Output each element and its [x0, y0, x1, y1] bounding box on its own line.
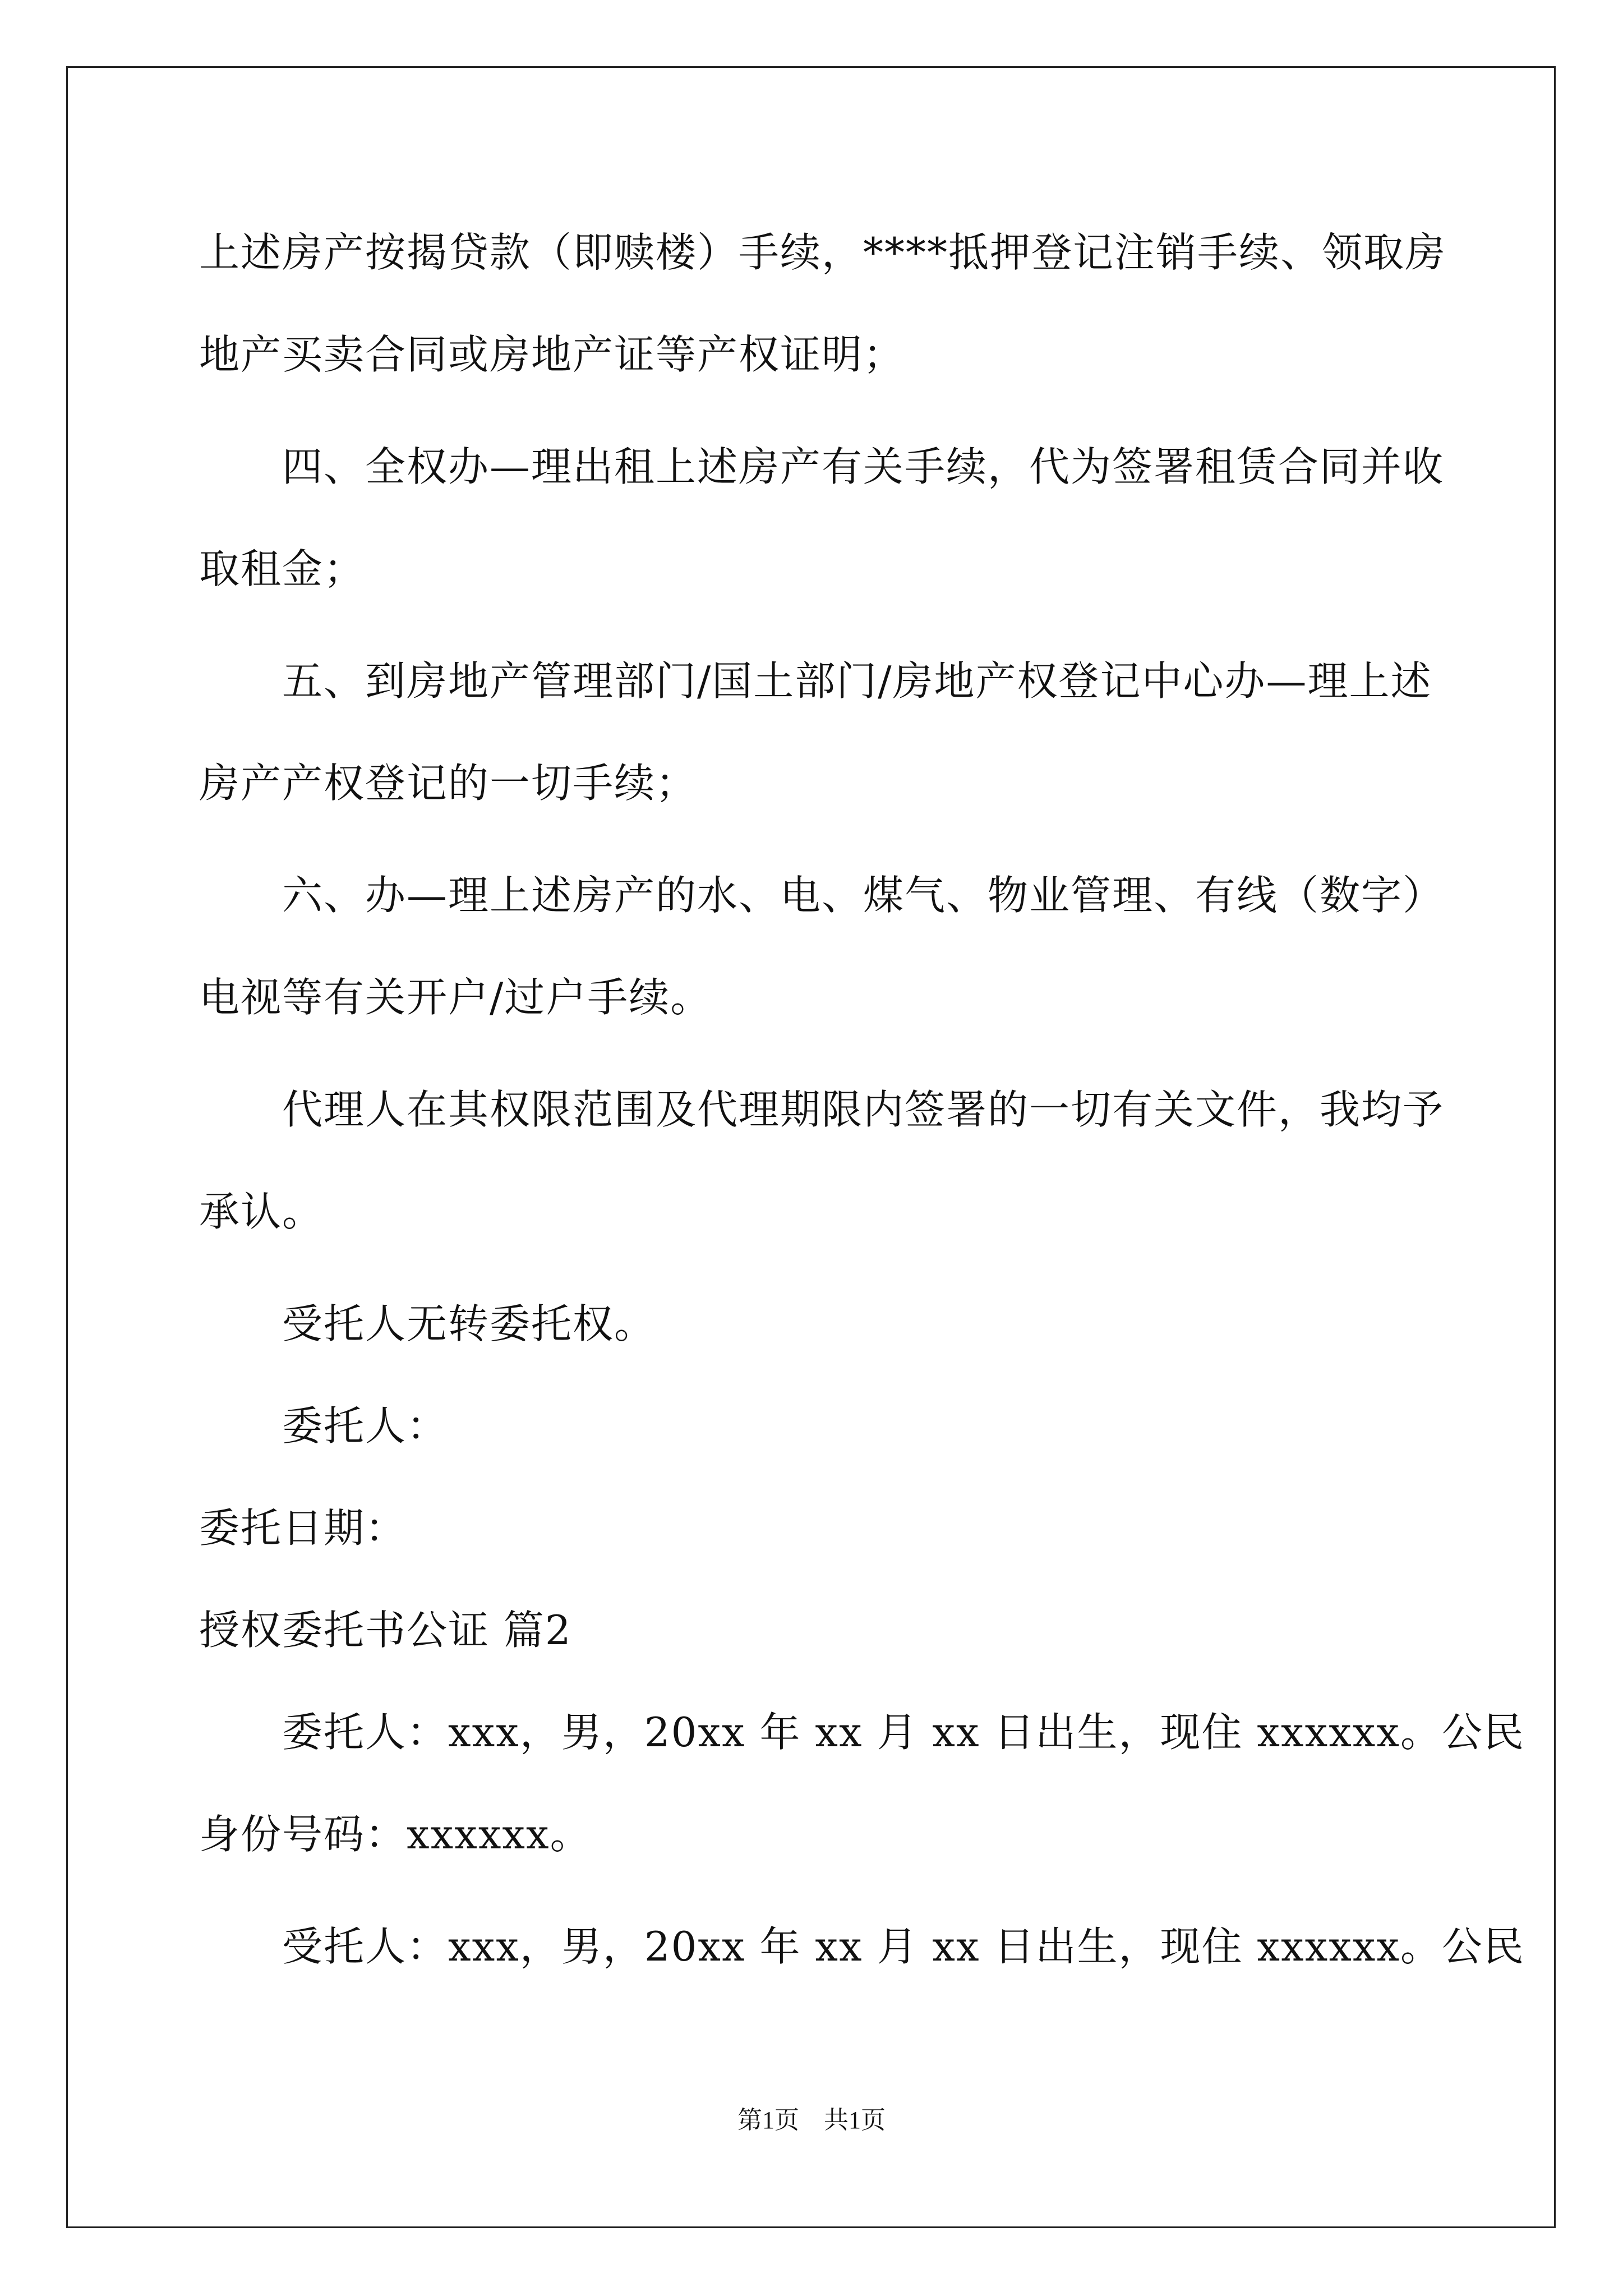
text-line: 受托人：xxx，男，20xx 年 xx 月 xx 日出生，现住 xxxxxx。公民: [199, 1923, 1525, 1970]
text-line: 电视等有关开户/过户手续。: [199, 974, 712, 1021]
text-line: 委托日期：: [199, 1504, 407, 1552]
text-line: 代理人在其权限范围及代理期限内签署的一切有关文件，我均予: [199, 1086, 1445, 1133]
text-line: 房产产权登记的一切手续；: [199, 760, 698, 807]
text-line: 取租金；: [199, 545, 366, 592]
section-heading: 授权委托书公证 篇2: [199, 1607, 572, 1654]
text-line: 四、全权办—理出租上述房产有关手续，代为签署租赁合同并收: [199, 443, 1445, 490]
text-line: 身份号码：xxxxxx。: [199, 1811, 592, 1858]
text-line: 上述房产按揭贷款（即赎楼）手续，****抵押登记注销手续、领取房: [199, 229, 1447, 276]
page-border: [66, 66, 1556, 2228]
text-line: 受托人无转委托权。: [199, 1300, 656, 1347]
text-line: 六、办—理上述房产的水、电、煤气、物业管理、有线（数字）: [199, 872, 1445, 919]
text-line: 承认。: [199, 1188, 324, 1235]
page-number-footer: 第1页 共1页: [737, 2106, 886, 2134]
text-line: 地产买卖合同或房地产证等产权证明；: [199, 331, 905, 378]
text-line: 委托人：xxx，男，20xx 年 xx 月 xx 日出生，现住 xxxxxx。公民: [199, 1709, 1525, 1756]
text-line: 委托人：: [199, 1402, 449, 1450]
text-line: 五、到房地产管理部门/国土部门/房地产权登记中心办—理上述: [199, 657, 1432, 705]
